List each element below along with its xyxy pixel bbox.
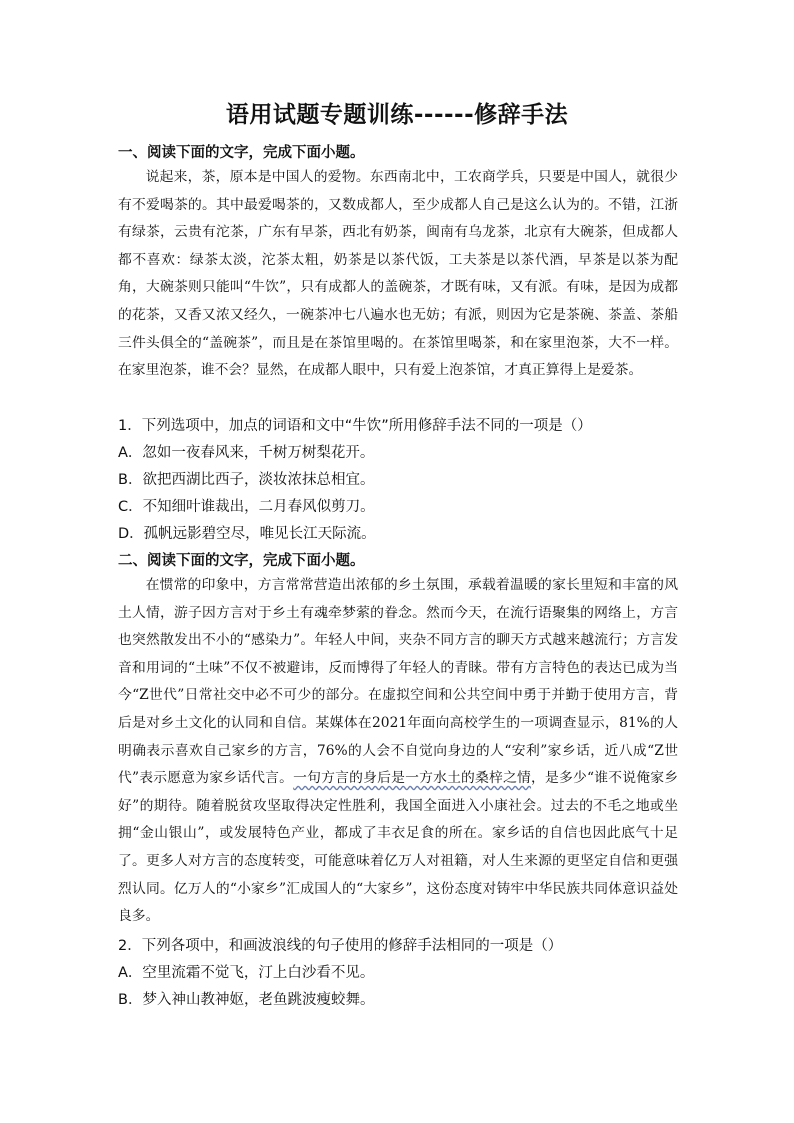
question1-stem: 1．下列选项中，加点的词语和文中“牛饮”所用修辞手法不同的一项是（） xyxy=(118,418,592,434)
question2-option-b: B．梦入神山教神妪，老鱼跳波瘦蛟舞。 xyxy=(118,992,375,1008)
wavy-underlined-sentence: 一句方言的身后是一方水土的桑梓之情 xyxy=(293,770,532,787)
question1-option-c: C．不知细叶谁裁出，二月春风似剪刀。 xyxy=(118,499,375,515)
page-title: 语用试题专题训练------修辞手法 xyxy=(225,102,569,128)
passage-text-before: 在惯常的印象中，方言常常营造出浓郁的乡土氛围，承载着温暖的家长里短和丰富的风土人情，游子因方言对于乡土有魂牵梦萦的眷念。然而今天，在流行语聚集的网络上，方言也突然散发出不小的“感染力”。年轻人中间，夹杂不同方言的聊天方式越来越流行；方言发音和用词的“土味”不仅不被避讳，反而博得了年轻人的青睐。带有方言特色的表达已成为当今“Z世代”日常社交中必不可少的部分。在虚拟空间和公共空间中勇于并勤于使用方言，背后是对乡土文化的认同和自信。某媒体在2021年面向高校学生的一项调查显示，81%的人明确表示喜欢自己家乡的方言，76%的人会不自觉向身边的人“安利”家乡话，近八成“Z世代”表示愿意为家乡话代言。 xyxy=(118,577,678,787)
question1-option-a: A．忽如一夜春风来，千树万树梨花开。 xyxy=(118,445,375,461)
section1-heading: 一、阅读下面的文字，完成下面小题。 xyxy=(118,145,365,161)
question1-option-b: B．欲把西湖比西子，淡妆浓抹总相宜。 xyxy=(118,472,375,488)
section1-passage: 说起来，茶，原本是中国人的爱物。东西南北中，工农商学兵，只要是中国人，就很少有不爱喝茶的。其中最爱喝茶的，又数成都人，至少成都人自己是这么认为的。不错，江浙有绿茶，云贵有沱茶，广东有早茶，西北有奶茶，闽南有乌龙茶，北京有大碗茶，但成都人都不喜欢：绿茶太淡，沱茶太粗，奶茶是以茶代饭，工夫茶是以茶代酒，早茶是以茶为配角，大碗茶则只能叫“牛饮”，只有成都人的盖碗茶，才既有味，又有派。有味，是因为成都的花茶，又香又浓又经久，一碗茶冲七八遍水也无妨；有派，则因为它是茶碗、茶盖、茶船三件头俱全的“盖碗茶”，而且是在茶馆里喝的。在茶馆里喝茶，和在家里泡茶，大不一样。在家里泡茶，谁不会？显然，在成都人眼中，只有爱上泡茶馆，才真正算得上是爱茶。 xyxy=(118,169,678,379)
passage-text-after: ，是多少“谁不说俺家乡好”的期待。随着脱贫攻坚取得决定性胜利，我国全面进入小康社会。过去的不毛之地或坐拥“金山银山”，或发展特色产业，都成了丰衣足食的所在。家乡话的自信也因此底气十足了。更多人对方言的态度转变，可能意味着亿万人对祖籍，对人生来源的更坚定自信和更强烈认同。亿万人的“小家乡”汇成国人的“大家乡”，这份态度对铸牢中华民族共同体意识益处良多。 xyxy=(118,770,679,925)
section2-heading: 二、阅读下面的文字，完成下面小题。 xyxy=(118,553,365,569)
section2-passage xyxy=(118,572,678,931)
question2-stem: 2．下列各项中，和画波浪线的句子使用的修辞手法相同的一项是（） xyxy=(118,938,563,954)
question2-option-a: A．空里流霜不觉飞，汀上白沙看不见。 xyxy=(118,965,375,981)
question1-option-d: D．孤帆远影碧空尽，唯见长江天际流。 xyxy=(118,526,376,542)
